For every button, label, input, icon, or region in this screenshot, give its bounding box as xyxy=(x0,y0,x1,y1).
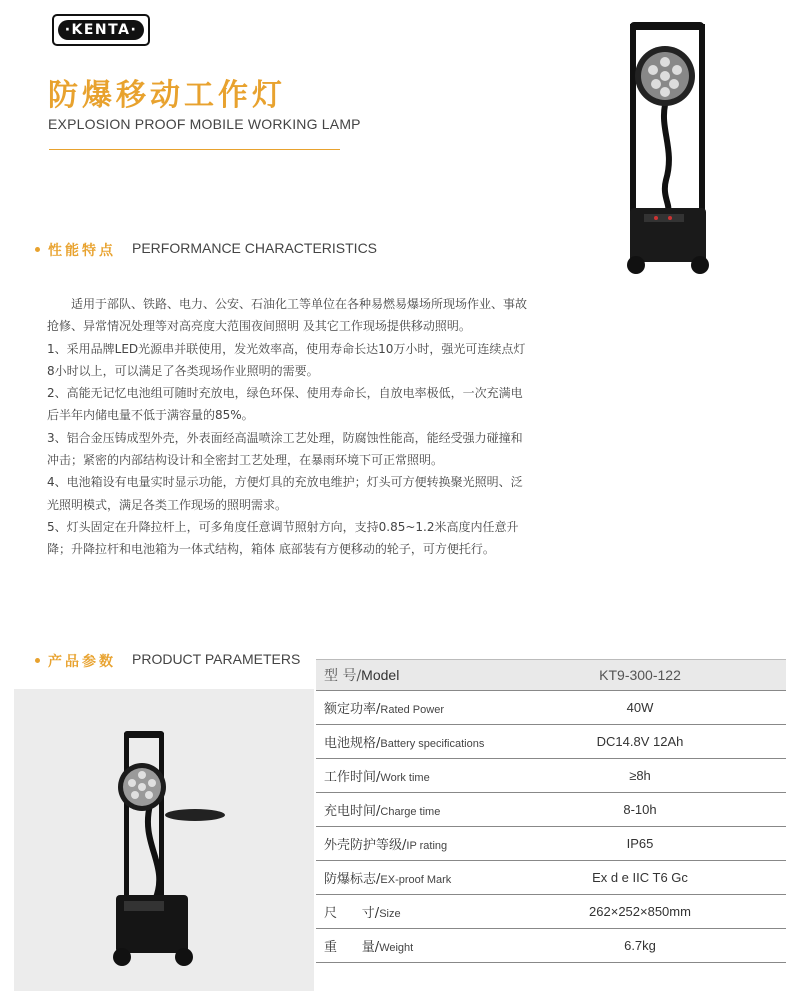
table-row xyxy=(316,895,786,929)
performance-item-1: 1、采用品牌LED光源串并联使用，发光效率高，使用寿命长达10万小时，强光可连续点灯8小时以上，可以满足了各类现场作业照明的需要。 xyxy=(47,341,526,378)
param-label: 充电时间/Charge time xyxy=(316,793,514,827)
param-label: 额定功率/Rated Power xyxy=(316,691,514,725)
table-row xyxy=(316,827,786,861)
param-label: 型 号/Model xyxy=(316,660,514,691)
table-row xyxy=(316,725,786,759)
performance-description xyxy=(47,293,533,561)
parameters-heading-en: PRODUCT PARAMETERS xyxy=(132,651,301,667)
performance-item-3: 3、铝合金压铸成型外壳，外表面经高温喷涂工艺处理，防腐蚀性能高，能经受强力碰撞和冲击；紧密的内部结构设计和全密封工艺处理，在暴雨环境下可正常照明。 xyxy=(47,430,523,468)
section-bullet-icon xyxy=(35,247,40,252)
param-label: 重 量/Weight xyxy=(316,929,514,963)
parameters-heading-cn: 产品参数 xyxy=(48,654,116,670)
param-label: 电池规格/Battery specifications xyxy=(316,725,514,759)
param-value: 6.7kg xyxy=(514,929,786,963)
performance-item-4: 4、电池箱设有电量实时显示功能，方便灯具的充放电维护；灯头可方便转换聚光照明、泛光照明模式，满足各类工作现场的照明需求。 xyxy=(47,475,523,512)
param-value: ≥8h xyxy=(514,759,786,793)
table-row xyxy=(316,861,786,895)
page-subtitle: EXPLOSION PROOF MOBILE WORKING LAMP xyxy=(48,116,361,132)
parameters-table xyxy=(316,659,786,963)
brand-logo xyxy=(52,14,150,46)
param-label: 防爆标志/EX-proof Mark xyxy=(316,861,514,895)
page-title: 防爆移动工作灯 xyxy=(48,78,286,113)
performance-item-5: 5、灯头固定在升降拉杆上，可多角度任意调节照射方向，支持0.85~1.2米高度内任意升降；升降拉杆和电池箱为一体式结构，箱体 底部装有方便移动的轮子，可方便托行。 xyxy=(47,519,519,557)
param-value: KT9-300-122 xyxy=(514,660,786,691)
param-label: 工作时间/Work time xyxy=(316,759,514,793)
performance-intro: 适用于部队、铁路、电力、公安、石油化工等单位在各种易燃易爆场所现场作业、事故抢修、异常情况处理等对高亮度大范围夜间照明 及其它工作现场提供移动照明。 xyxy=(47,297,528,334)
product-lamp-image xyxy=(100,725,230,975)
title-divider xyxy=(49,149,340,150)
table-row xyxy=(316,929,786,963)
section-bullet-icon xyxy=(35,658,40,663)
hero-lamp-image xyxy=(600,10,730,280)
table-row xyxy=(316,759,786,793)
param-value: 40W xyxy=(514,691,786,725)
table-row xyxy=(316,660,786,691)
param-value: Ex d e IIC T6 Gc xyxy=(514,861,786,895)
logo-text: ·KENTA· xyxy=(58,20,144,40)
param-value: IP65 xyxy=(514,827,786,861)
param-value: 262×252×850mm xyxy=(514,895,786,929)
performance-heading-en: PERFORMANCE CHARACTERISTICS xyxy=(132,240,378,256)
param-label: 尺 寸/Size xyxy=(316,895,514,929)
param-label: 外壳防护等级/IP rating xyxy=(316,827,514,861)
table-row xyxy=(316,691,786,725)
param-value: 8-10h xyxy=(514,793,786,827)
param-value: DC14.8V 12Ah xyxy=(514,725,786,759)
table-row xyxy=(316,793,786,827)
performance-item-2: 2、高能无记忆电池组可随时充放电，绿色环保、使用寿命长，自放电率极低，一次充满电后半年内储电量不低于满容量的85%。 xyxy=(47,386,523,423)
performance-heading-cn: 性能特点 xyxy=(48,243,116,259)
